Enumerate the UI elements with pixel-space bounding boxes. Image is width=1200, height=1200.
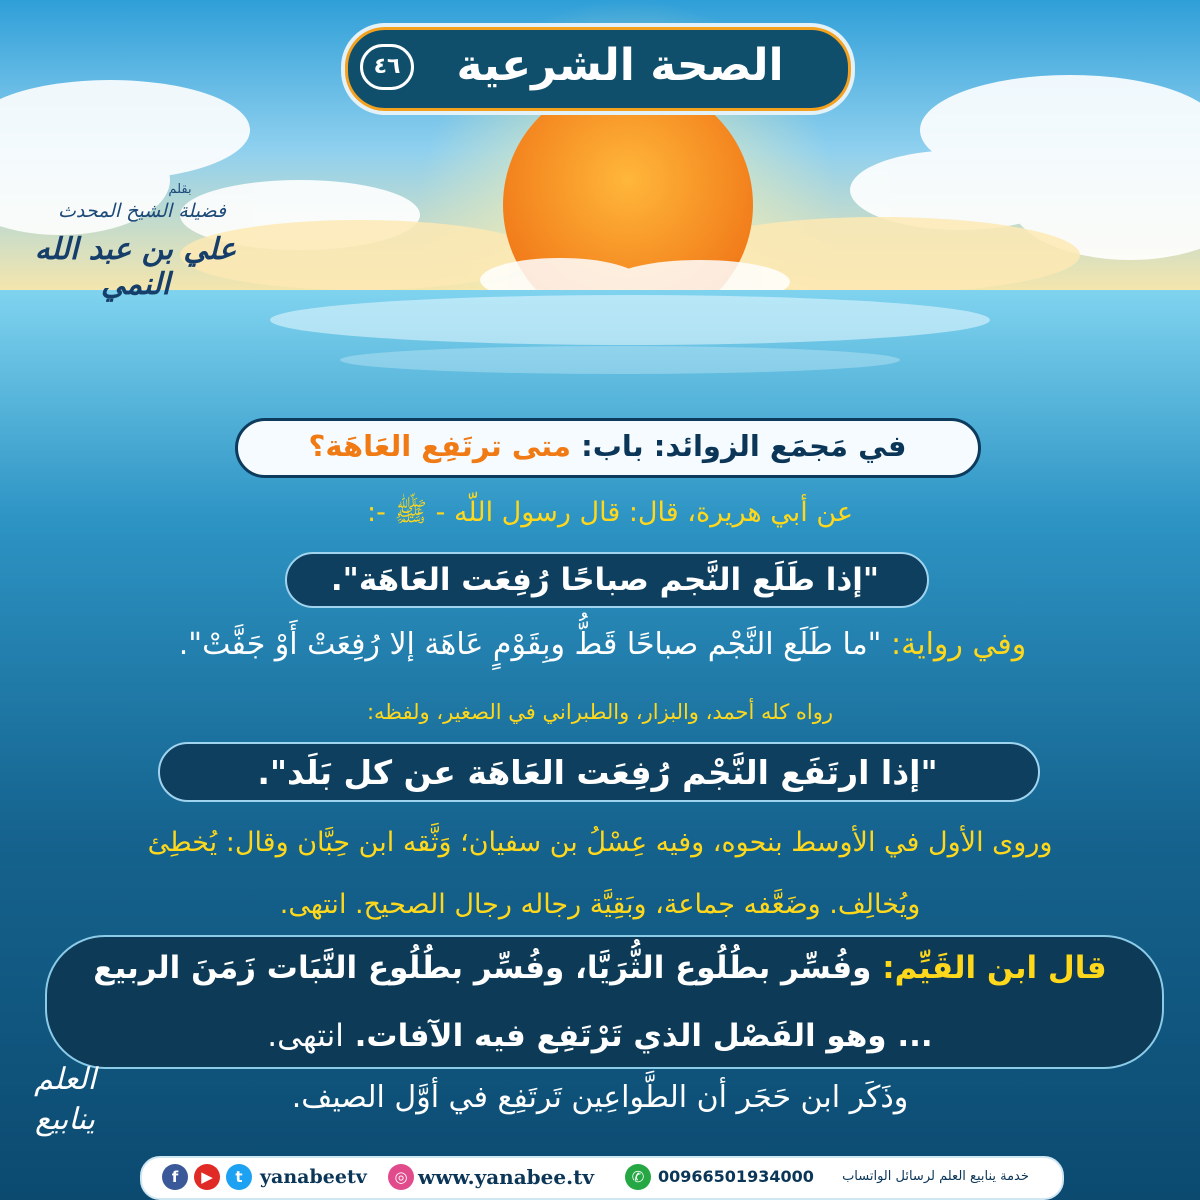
- hadith-text-2: "إذا ارتَفَع النَّجْم رُفِعَت العَاهَة عن كل بَلَد".: [257, 753, 938, 792]
- ibn-hajar-line: وذَكَر ابن حَجَر أن الطَّواعِين تَرتَفِع في أوَّل الصيف.: [291, 1080, 909, 1115]
- logo-line-1: العلم: [34, 1062, 96, 1097]
- footer-phone[interactable]: 00966501934000: [658, 1167, 814, 1186]
- hadith-text-1: "إذا طَلَع النَّجم صباحًا رُفِعَت العَاهَة".: [330, 562, 880, 598]
- ibn-qayyim-text-1: وفُسِّر بطُلُوع الثُّرَيَّا، وفُسِّر بطُلُوع النَّبَات زَمَنَ الربيع: [93, 950, 872, 986]
- rewaya-text: "ما طَلَع النَّجْم صباحًا قَطُّ وبِقَوْمٍ عَاهَة إلا رُفِعَتْ أَوْ جَفَّتْ".: [178, 627, 882, 662]
- ibn-qayyim-line-1: [60, 950, 1140, 986]
- twitter-icon[interactable]: t: [226, 1164, 252, 1190]
- ibn-qayyim-end: انتهى.: [267, 1018, 344, 1054]
- ibn-qayyim-text-2: ... وهو الفَصْل الذي تَرْتَفِع فيه الآفات.: [354, 1018, 933, 1054]
- footer-handle[interactable]: yanabeetv: [260, 1166, 367, 1188]
- youtube-icon[interactable]: ▶: [194, 1164, 220, 1190]
- footer-website-link[interactable]: www.yanabee.tv: [418, 1165, 594, 1189]
- ibn-qayyim-line-2: [60, 1018, 1140, 1054]
- rewaya-line: [70, 627, 1135, 662]
- author-by-label: بقلم: [168, 182, 192, 197]
- yanabee-logo: [10, 1060, 120, 1140]
- whatsapp-icon[interactable]: ✆: [625, 1164, 651, 1190]
- author-title: فضيلة الشيخ المحدث: [57, 200, 227, 222]
- footer-service-text: خدمة ينابيع العلم لرسائل الواتساب: [842, 1169, 1029, 1184]
- author-name: علي بن عبد الله النمي: [34, 232, 237, 302]
- rewaya-label: وفي رواية:: [891, 627, 1027, 662]
- page-title: الصحة الشرعية: [456, 40, 784, 91]
- chapter-prefix: باب:: [581, 429, 644, 463]
- facebook-icon[interactable]: f: [162, 1164, 188, 1190]
- ibn-qayyim-label: قال ابن القَيِّم:: [882, 950, 1107, 986]
- issue-number-badge: ٤٦: [360, 44, 414, 90]
- book-name: في مَجمَع الزوائد:: [653, 429, 907, 463]
- dribbble-icon[interactable]: ◎: [388, 1164, 414, 1190]
- note-line-1: وروى الأول في الأوسط بنحوه، وفيه عِسْلُ بن سفيان؛ وَثَّقه ابن حِبَّان وقال: يُخطِئ: [147, 827, 1053, 858]
- narrated-by-line: رواه كله أحمد، والبزار، والطبراني في الصغير، ولفظه:: [366, 700, 834, 724]
- section-title: [250, 428, 965, 464]
- chapter-title: متى ترتَفِع العَاهَة؟: [308, 429, 571, 463]
- note-line-2: ويُخالِف. وضَعَّفه جماعة، وبَقِيَّة رجاله رجال الصحيح. انتهى.: [279, 889, 921, 920]
- logo-line-2: ينابيع: [35, 1102, 95, 1137]
- narrator-line: عن أبي هريرة، قال: قال رسول اللّه - ﷺ -:: [367, 497, 853, 528]
